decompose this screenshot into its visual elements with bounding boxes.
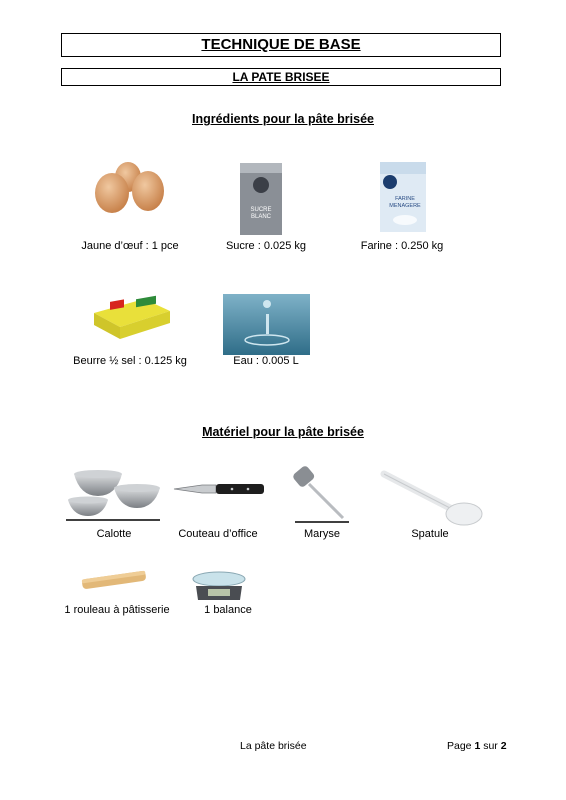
svg-text:MENAGERE: MENAGERE bbox=[389, 203, 421, 209]
spoon-icon bbox=[378, 468, 484, 528]
page-subtitle: LA PATE BRISEE bbox=[61, 68, 501, 86]
materiel-heading: Matériel pour la pâte brisée bbox=[202, 425, 364, 439]
ingredient-flour-label: Farine : 0.250 kg bbox=[360, 240, 444, 252]
page-mid: sur bbox=[480, 740, 501, 752]
rolling-pin-icon bbox=[78, 569, 150, 591]
ingredient-sugar-label: Sucre : 0.025 kg bbox=[225, 240, 307, 252]
ingredient-water-label: Eau : 0.005 L bbox=[233, 355, 299, 367]
page-title: TECHNIQUE DE BASE bbox=[61, 33, 501, 57]
materiel-spatule-label: Spatule bbox=[411, 528, 449, 540]
ingredient-butter-label: Beurre ½ sel : 0.125 kg bbox=[73, 355, 187, 367]
svg-text:FARINE: FARINE bbox=[395, 196, 415, 202]
sugar-bag-icon bbox=[238, 161, 284, 237]
materiel-knife-label: Couteau d’office bbox=[178, 528, 258, 540]
page-current: 1 bbox=[474, 740, 481, 752]
page-prefix: Page bbox=[447, 740, 475, 752]
materiel-calotte-label: Calotte bbox=[96, 528, 132, 540]
knife-icon bbox=[172, 481, 266, 497]
materiel-maryse-label: Maryse bbox=[303, 528, 341, 540]
page-number bbox=[447, 740, 507, 752]
flour-bag-icon bbox=[378, 160, 428, 234]
footer-title: La pâte brisée bbox=[240, 740, 307, 752]
svg-text:BLANC: BLANC bbox=[250, 214, 272, 220]
ingredient-eggs-label: Jaune d’œuf : 1 pce bbox=[81, 240, 179, 252]
svg-text:SUCRE: SUCRE bbox=[250, 207, 272, 213]
scale-icon bbox=[190, 570, 248, 604]
materiel-rolling-pin-label: 1 rouleau à pâtisserie bbox=[64, 604, 170, 616]
eggs-icon bbox=[92, 160, 168, 216]
water-drop-icon bbox=[223, 294, 310, 355]
butter-icon bbox=[92, 295, 172, 341]
ingredients-heading: Ingrédients pour la pâte brisée bbox=[192, 112, 374, 126]
page-total: 2 bbox=[500, 740, 507, 752]
bowls-icon bbox=[66, 466, 162, 522]
spatula-icon bbox=[293, 466, 351, 524]
materiel-scale-label: 1 balance bbox=[204, 604, 252, 616]
